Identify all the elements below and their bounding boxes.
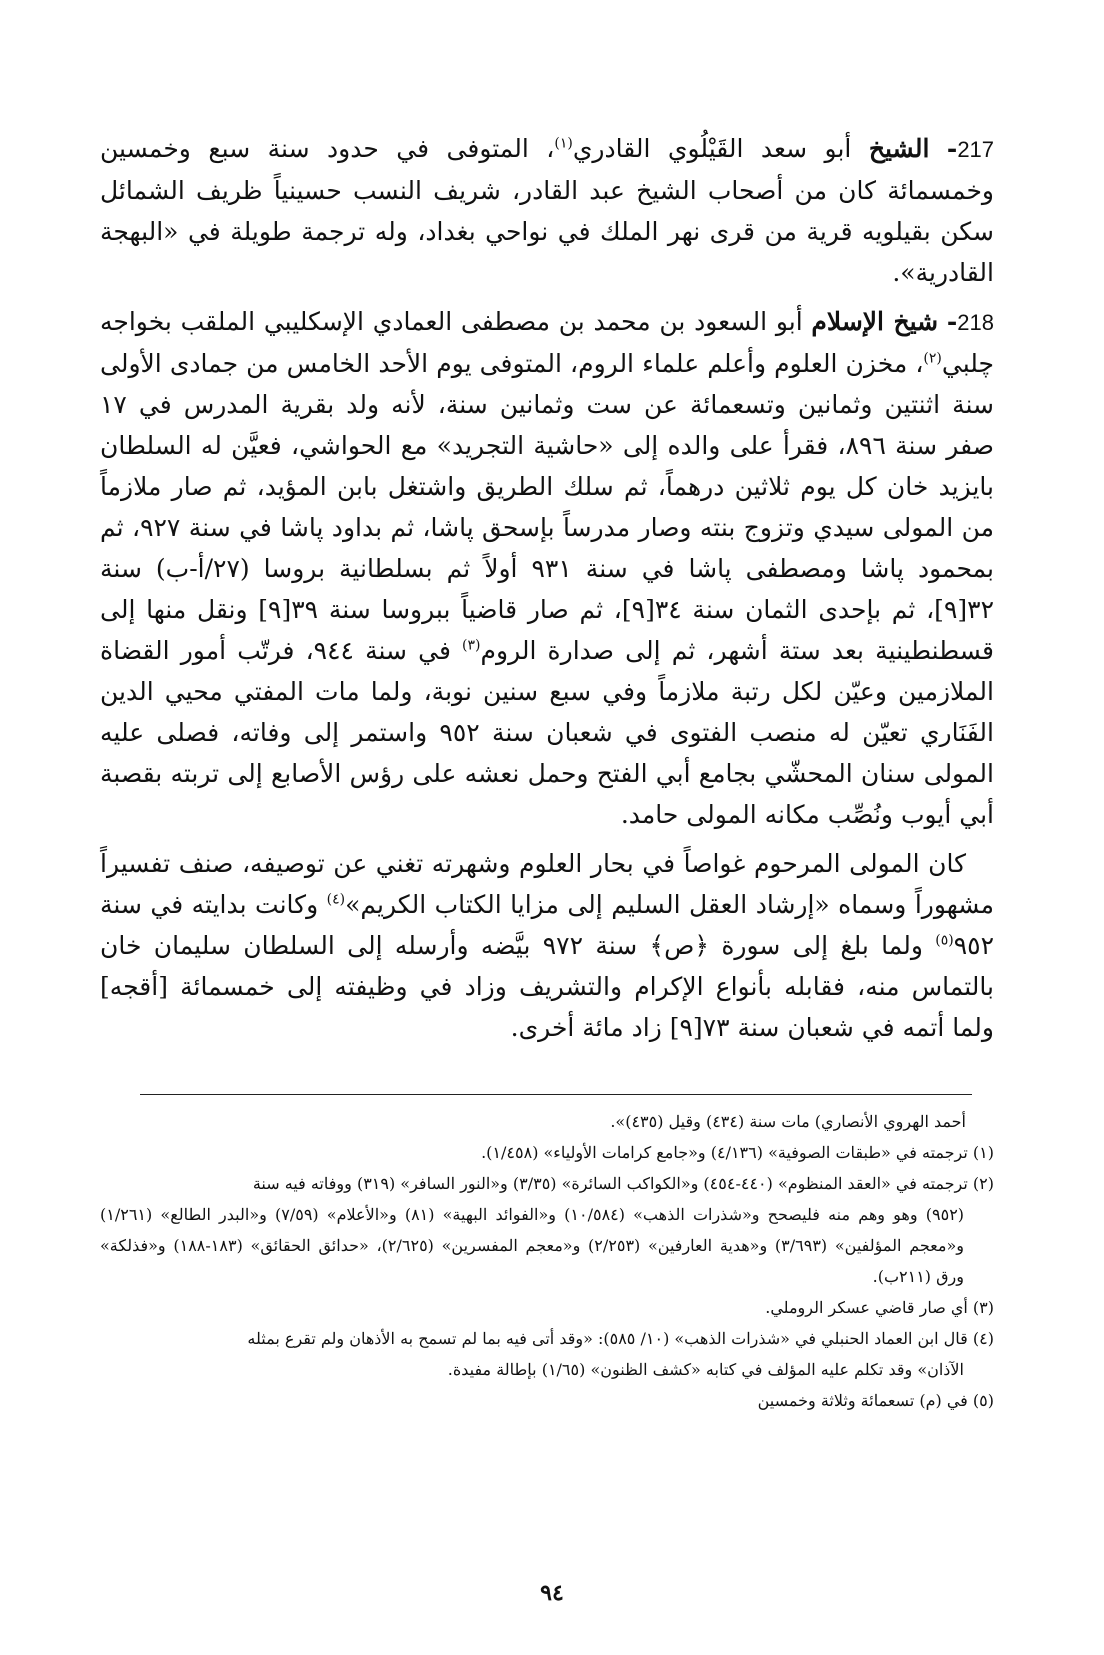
footnote-ref[interactable]: (٤) (326, 891, 346, 908)
entry-217 (100, 128, 994, 293)
entry-text: أبو سعد القَيْلُوي القادري (572, 134, 852, 163)
footnote-2-continued: (٩٥٢) وهو وهم منه فليصحح و«شذرات الذهب» (١٠/٥٨٤) و«الفوائد البهية» (٨١) و«الأعلام» (٧/٥٩) و«البدر الطالع» (١/٢٦١) و«معجم المؤلفين» (٣/٦٩٣) و«هدية العارفين» (٢/٢٥٣) و«معجم المفسرين» (٢/٦٢٥)، «حدائق الحقائق» (١٨٣-١٨٨) و«فذلكة» ورق (٢١١ب). (100, 1205, 965, 1286)
footnote-3: (٣) أي صار قاضي عسكر الروملي. (765, 1298, 994, 1317)
footnote-ref[interactable]: (٢) (923, 350, 942, 367)
entry-number: 218 (957, 310, 994, 335)
footnote-1: (١) ترجمته في «طبقات الصوفية» (٤/١٣٦) و«جامع كرامات الأولياء» (١/٤٥٨). (481, 1143, 994, 1162)
entry-title: الشيخ (868, 134, 930, 163)
entry-text: ، مخزن العلوم وأعلم علماء الروم، المتوفى يوم الأحد الخامس من جمادى الأولى سنة اثنتين وثمانين وتسعمائة عن ست وثمانين سنة، لأنه ولد بقرية المدرس في ١٧ صفر سنة ٨٩٦، فقرأ على والده إلى «حاشية التجريد» مع الحواشي، فعيَّن له السلطان بايزيد خان كل يوم ثلاثين درهماً، ثم سلك الطريق واشتغل بابن المؤيد، ثم صار ملازماً من المولى سيدي وتزوج بنته وصار مدرساً بإسحق پاشا، ثم بداود پاشا في سنة ٩٢٧، ثم بمحمود پاشا ومصطفى پاشا في سنة ٩٣١ أولاً ثم بسلطانية بروسا (٢٧/أ-ب) سنة ٣٢[٩]، ثم بإحدى الثمان سنة ٣٤[٩]، ثم صار قاضياً ببروسا سنة ٣٩[٩] ونقل منها إلى قسطنطينية بعد ستة أشهر، ثم إلى صدارة الروم (100, 349, 994, 665)
footnote-4-line: (٤) قال ابن العماد الحنبلي في «شذرات الذهب» (١٠/ ٥٨٥): «وقد أتى فيه بما لم تسمح به الأذهان ولم تقرع بمثله (247, 1329, 994, 1348)
paragraph-text: وكانت بدايته في سنة ٩٥٢ (100, 890, 995, 960)
footnote-5: (٥) في (م) تسعمائة وثلاثة وخمسين (757, 1391, 994, 1410)
footnote-ref[interactable]: (٣) (462, 637, 481, 654)
footnote-ref[interactable]: (٥) (935, 932, 954, 949)
footnote-divider (140, 1094, 972, 1095)
footnote-4-continued: الآذان» وقد تكلم عليه المؤلف في كتابه «كشف الظنون» (١/٦٥) بإطالة مفيدة. (447, 1360, 964, 1379)
footnote-2-line: (٢) ترجمته في «العقد المنظوم» (٤٤٠-٤٥٤) و«الكواكب السائرة» (٣/٣٥) و«النور السافر» (٣١٩) ووفاته فيه سنة (252, 1174, 994, 1193)
footnote-continuation: أحمد الهروي الأنصاري) مات سنة (٤٣٤) وقيل (٤٣٥)». (610, 1112, 966, 1131)
entry-number: 217 (957, 137, 995, 162)
footnote-4 (100, 1323, 994, 1385)
entry-text: في سنة ٩٤٤، فرتّب أمور القضاة الملازمين وعيّن لكل رتبة ملازماً وفي سبع سنين نوبة، ولما مات المفتي محيي الدين الفَنَاري تعيّن له منصب الفتوى في شعبان سنة ٩٥٢ واستمر إلى وفاته، فصلى عليه المولى سنان المحشّي بجامع أبي الفتح وحمل نعشه على رؤس الأصابع إلى تربته بقصبة أبي أيوب ونُصِّب مكانه المولى حامد. (100, 636, 994, 829)
footnote-2 (100, 1168, 994, 1292)
main-text (100, 128, 994, 1048)
paragraph-text: كان المولى المرحوم غواصاً في بحار العلوم وشهرته تغني عن توصيفه، صنف تفسيراً مشهوراً وسماه «إرشاد العقل السليم إلى مزايا الكتاب الكريم» (100, 849, 995, 919)
entry-text: أبو السعود بن محمد بن مصطفى العمادي الإسكليبي الملقب بخواجه چلبي (100, 307, 994, 378)
paragraph-text: ولما بلغ إلى سورة ﴿ص﴾ سنة ٩٧٢ بيَّضه وأرسله إلى السلطان سليمان خان بالتماس منه، فقابله بأنواع الإكرام والتشريف وزاد في وظيفته إلى خمسمائة [أقجه] ولما أتمه في شعبان سنة ٧٣[٩] زاد مائة أخرى. (100, 931, 994, 1042)
entry-title: شيخ الإسلام (811, 307, 939, 336)
entry-dash: - (946, 134, 958, 163)
entry-text: ، المتوفى في حدود سنة سبع وخمسين وخمسمائة كان من أصحاب الشيخ عبد القادر، شريف النسب حسينياً ظريف الشمائل سكن بقيلويه قرية من قرى نهر الملك في نواحي بغداد، وله ترجمة طويلة في «البهجة القادرية». (100, 134, 994, 287)
entry-dash: - (946, 307, 958, 336)
entry-218 (100, 301, 994, 835)
footnote-ref[interactable]: (١) (554, 135, 573, 152)
footnotes (100, 1106, 994, 1416)
body-paragraph (100, 843, 994, 1048)
page-number: ٩٤ (540, 1580, 564, 1606)
